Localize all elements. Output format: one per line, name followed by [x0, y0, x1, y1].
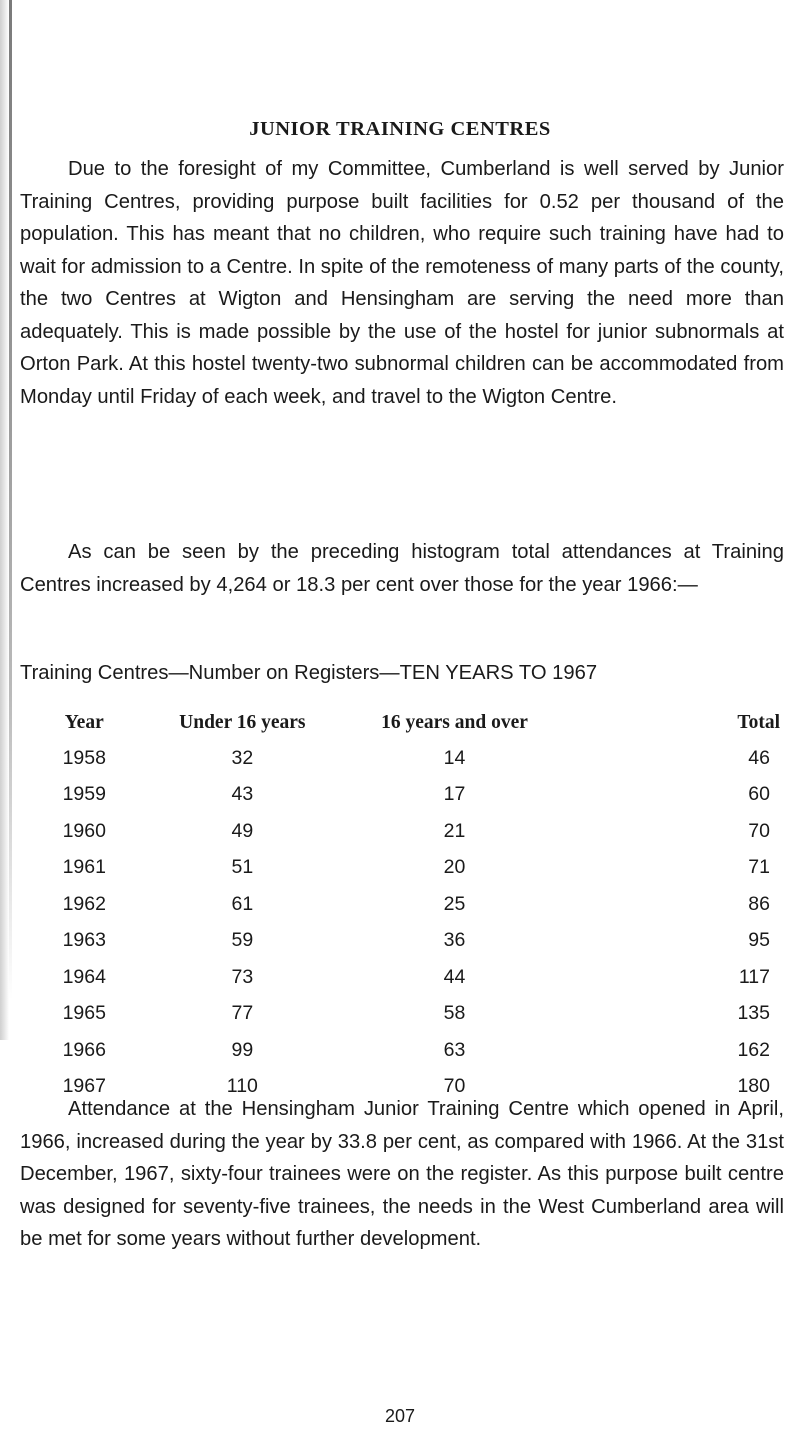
header-total: Total	[737, 712, 780, 733]
cell-16-and-over: 25	[443, 892, 466, 915]
cell-16-and-over: 58	[443, 1002, 466, 1025]
cell-under-16: 51	[231, 856, 254, 879]
cell-total: 162	[737, 1038, 770, 1061]
cell-total: 95	[748, 929, 770, 952]
cell-16-and-over: 14	[443, 746, 466, 769]
cell-under-16: 43	[231, 783, 254, 806]
cell-year: 1963	[62, 929, 106, 952]
table-row	[20, 813, 780, 850]
cell-year: 1962	[62, 892, 106, 915]
cell-under-16: 61	[231, 892, 254, 915]
cell-16-and-over: 44	[443, 965, 466, 988]
cell-under-16: 110	[226, 1075, 258, 1098]
cell-total: 60	[748, 783, 770, 806]
table-header-row	[20, 706, 780, 740]
cell-under-16: 99	[231, 1038, 254, 1061]
cell-16-and-over: 17	[443, 783, 466, 806]
table-row	[20, 996, 780, 1033]
cell-under-16: 73	[231, 965, 254, 988]
cell-total: 86	[748, 892, 770, 915]
cell-16-and-over: 63	[443, 1038, 466, 1061]
registers-table	[20, 706, 780, 1105]
table-row	[20, 1032, 780, 1069]
table-row	[20, 740, 780, 777]
cell-16-and-over: 20	[443, 856, 466, 879]
table-row	[20, 886, 780, 923]
cell-year: 1959	[62, 783, 106, 806]
cell-total: 117	[738, 965, 770, 988]
cell-year: 1961	[62, 856, 106, 879]
page-number: 207	[384, 1406, 416, 1426]
cell-under-16: 77	[231, 1002, 254, 1025]
paragraph-attendance: As can be seen by the preceding histogram total attendances at Training Centres increased by 4,264 or 18.3 per cent over those for the year 1966:—	[20, 541, 784, 596]
cell-under-16: 59	[231, 929, 254, 952]
cell-year: 1960	[62, 819, 106, 842]
table-row	[20, 850, 780, 887]
header-16-and-over: 16 years and over	[381, 712, 528, 733]
header-under-16: Under 16 years	[179, 712, 306, 733]
paragraph-intro: Due to the foresight of my Committee, Cumberland is well served by Junior Training Centres, providing purpose built facilities for 0.52 per thousand of the population. This has meant that no children, who require such training have had to wait for admission to a Centre. In spite of the remoteness of many parts of the county, the two Centres at Wigton and Hensingham are serving the need more than adequately. This is made possible by the use of the hostel for junior subnormals at Orton Park. At this hostel twenty-two subnormal children can be accommodated from Monday until Friday of each week, and travel to the Wigton Centre.	[20, 158, 784, 408]
page-edge-line	[9, 0, 12, 1000]
table-row	[20, 777, 780, 814]
table-title: Training Centres—Number on Registers—TEN YEARS TO 1967	[20, 662, 598, 684]
paragraph-hensingham: Attendance at the Hensingham Junior Training Centre which opened in April, 1966, increased during the year by 33.8 per cent, as compared with 1966. At the 31st December, 1967, sixty-four trainees were on the register. As this purpose built centre was designed for seventy-five trainees, the needs in the West Cumberland area will be met for some years without further development.	[20, 1098, 784, 1250]
cell-total: 135	[737, 1002, 770, 1025]
header-year: Year	[64, 712, 104, 733]
table-row	[20, 923, 780, 960]
cell-total: 70	[748, 819, 770, 842]
cell-16-and-over: 21	[443, 819, 466, 842]
table-row	[20, 959, 780, 996]
page-title: JUNIOR TRAINING CENTRES	[249, 118, 551, 140]
cell-year: 1964	[62, 965, 106, 988]
page-edge-shadow	[0, 0, 9, 1040]
cell-total: 180	[737, 1075, 770, 1098]
cell-total: 71	[748, 856, 770, 879]
cell-under-16: 49	[231, 819, 254, 842]
cell-under-16: 32	[231, 746, 254, 769]
cell-year: 1958	[62, 746, 106, 769]
cell-year: 1966	[62, 1038, 106, 1061]
cell-16-and-over: 70	[443, 1075, 466, 1098]
cell-year: 1967	[62, 1075, 106, 1098]
cell-total: 46	[748, 746, 770, 769]
cell-16-and-over: 36	[443, 929, 466, 952]
cell-year: 1965	[62, 1002, 106, 1025]
